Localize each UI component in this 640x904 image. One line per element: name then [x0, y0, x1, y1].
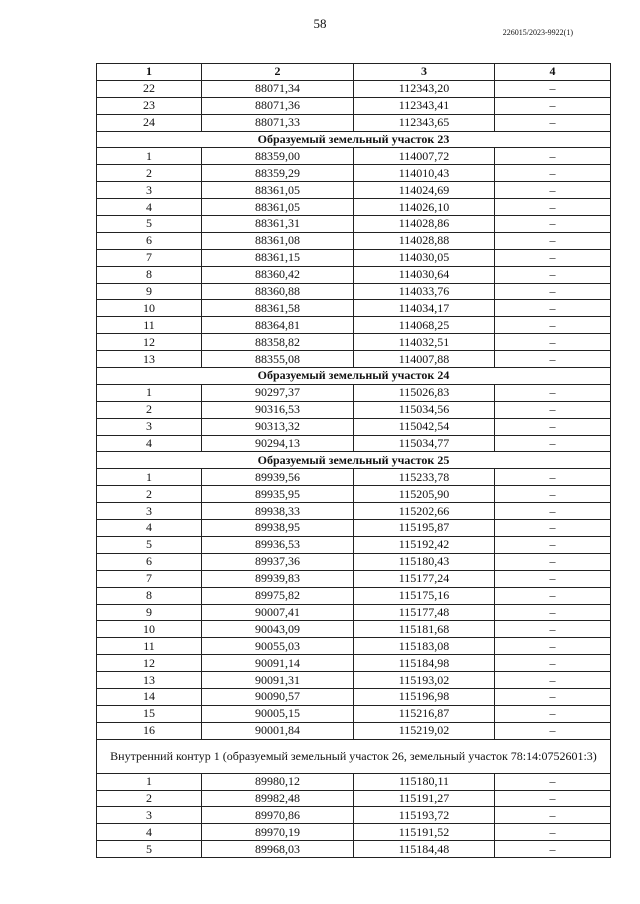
x-coordinate-cell: 90297,37 [202, 384, 354, 401]
note-cell: – [495, 266, 611, 283]
x-coordinate-cell: 88361,31 [202, 216, 354, 233]
note-cell: – [495, 300, 611, 317]
y-coordinate-cell: 115175,16 [354, 587, 495, 604]
x-coordinate-cell: 89938,33 [202, 503, 354, 520]
table-row [97, 553, 611, 570]
y-coordinate-cell: 115219,02 [354, 722, 495, 739]
point-number-cell: 16 [97, 722, 202, 739]
table-row [97, 536, 611, 553]
point-number-cell: 6 [97, 232, 202, 249]
x-coordinate-cell: 88360,88 [202, 283, 354, 300]
note-cell: – [495, 638, 611, 655]
x-coordinate-cell: 90313,32 [202, 418, 354, 435]
note-cell: – [495, 536, 611, 553]
x-coordinate-cell: 88358,82 [202, 334, 354, 351]
point-number-cell: 22 [97, 80, 202, 97]
note-cell: – [495, 351, 611, 368]
note-cell: – [495, 790, 611, 807]
point-number-cell: 2 [97, 790, 202, 807]
y-coordinate-cell: 114028,86 [354, 216, 495, 233]
note-cell: – [495, 469, 611, 486]
table-row [97, 80, 611, 97]
table-row [97, 317, 611, 334]
y-coordinate-cell: 114033,76 [354, 283, 495, 300]
point-number-cell: 1 [97, 148, 202, 165]
point-number-cell: 2 [97, 401, 202, 418]
y-coordinate-cell: 115196,98 [354, 688, 495, 705]
y-coordinate-cell: 112343,20 [354, 80, 495, 97]
y-coordinate-cell: 115042,54 [354, 418, 495, 435]
point-number-cell: 4 [97, 824, 202, 841]
table-row [97, 722, 611, 739]
note-cell: – [495, 486, 611, 503]
coordinates-table-body [97, 64, 611, 858]
table-row [97, 587, 611, 604]
table-row [97, 216, 611, 233]
point-number-cell: 8 [97, 587, 202, 604]
x-coordinate-cell: 88359,00 [202, 148, 354, 165]
point-number-cell: 10 [97, 300, 202, 317]
point-number-cell: 5 [97, 216, 202, 233]
note-cell: – [495, 520, 611, 537]
x-coordinate-cell: 90055,03 [202, 638, 354, 655]
point-number-cell: 4 [97, 435, 202, 452]
inner-contour-heading-row [97, 739, 611, 773]
note-cell: – [495, 216, 611, 233]
note-cell: – [495, 148, 611, 165]
point-number-cell: 24 [97, 114, 202, 131]
x-coordinate-cell: 90316,53 [202, 401, 354, 418]
table-row [97, 199, 611, 216]
table-row [97, 773, 611, 790]
table-row [97, 621, 611, 638]
point-number-cell: 7 [97, 249, 202, 266]
note-cell: – [495, 401, 611, 418]
x-coordinate-cell: 88361,15 [202, 249, 354, 266]
y-coordinate-cell: 114030,64 [354, 266, 495, 283]
header-cell-x: 2 [202, 64, 354, 81]
y-coordinate-cell: 115216,87 [354, 705, 495, 722]
x-coordinate-cell: 89980,12 [202, 773, 354, 790]
table-row [97, 790, 611, 807]
section-heading-row [97, 452, 611, 469]
x-coordinate-cell: 88071,34 [202, 80, 354, 97]
y-coordinate-cell: 115195,87 [354, 520, 495, 537]
point-number-cell: 13 [97, 351, 202, 368]
note-cell: – [495, 435, 611, 452]
y-coordinate-cell: 115180,43 [354, 553, 495, 570]
note-cell: – [495, 807, 611, 824]
x-coordinate-cell: 90090,57 [202, 688, 354, 705]
table-row [97, 249, 611, 266]
table-row [97, 604, 611, 621]
x-coordinate-cell: 90001,84 [202, 722, 354, 739]
point-number-cell: 2 [97, 486, 202, 503]
x-coordinate-cell: 88071,36 [202, 97, 354, 114]
x-coordinate-cell: 89970,19 [202, 824, 354, 841]
y-coordinate-cell: 114032,51 [354, 334, 495, 351]
x-coordinate-cell: 88361,08 [202, 232, 354, 249]
y-coordinate-cell: 115191,27 [354, 790, 495, 807]
note-cell: – [495, 570, 611, 587]
y-coordinate-cell: 115184,98 [354, 655, 495, 672]
point-number-cell: 14 [97, 688, 202, 705]
table-row [97, 638, 611, 655]
x-coordinate-cell: 88361,05 [202, 199, 354, 216]
table-row [97, 182, 611, 199]
note-cell: – [495, 232, 611, 249]
inner-contour-heading: Внутренний контур 1 (образуемый земельный участок 26, земельный участок 78:14:0752601:3) [97, 739, 611, 773]
table-header-row [97, 64, 611, 81]
y-coordinate-cell: 115193,02 [354, 672, 495, 689]
y-coordinate-cell: 115180,11 [354, 773, 495, 790]
x-coordinate-cell: 88355,08 [202, 351, 354, 368]
y-coordinate-cell: 114030,05 [354, 249, 495, 266]
x-coordinate-cell: 90007,41 [202, 604, 354, 621]
point-number-cell: 1 [97, 384, 202, 401]
table-row [97, 435, 611, 452]
point-number-cell: 6 [97, 553, 202, 570]
note-cell: – [495, 503, 611, 520]
table-row [97, 384, 611, 401]
table-row [97, 570, 611, 587]
point-number-cell: 23 [97, 97, 202, 114]
x-coordinate-cell: 89937,36 [202, 553, 354, 570]
point-number-cell: 12 [97, 334, 202, 351]
note-cell: – [495, 655, 611, 672]
y-coordinate-cell: 115034,77 [354, 435, 495, 452]
x-coordinate-cell: 88360,42 [202, 266, 354, 283]
document-code: 226015/2023-9922(1) [502, 28, 573, 37]
x-coordinate-cell: 89939,83 [202, 570, 354, 587]
y-coordinate-cell: 114007,88 [354, 351, 495, 368]
point-number-cell: 9 [97, 604, 202, 621]
note-cell: – [495, 97, 611, 114]
note-cell: – [495, 199, 611, 216]
table-row [97, 688, 611, 705]
page-number: 58 [313, 16, 327, 31]
y-coordinate-cell: 114010,43 [354, 165, 495, 182]
point-number-cell: 10 [97, 621, 202, 638]
y-coordinate-cell: 114007,72 [354, 148, 495, 165]
note-cell: – [495, 418, 611, 435]
header-cell-point-number: 1 [97, 64, 202, 81]
x-coordinate-cell: 89936,53 [202, 536, 354, 553]
table-row [97, 469, 611, 486]
x-coordinate-cell: 90043,09 [202, 621, 354, 638]
point-number-cell: 1 [97, 469, 202, 486]
x-coordinate-cell: 89939,56 [202, 469, 354, 486]
note-cell: – [495, 824, 611, 841]
x-coordinate-cell: 88364,81 [202, 317, 354, 334]
y-coordinate-cell: 115177,48 [354, 604, 495, 621]
table-row [97, 114, 611, 131]
x-coordinate-cell: 88359,29 [202, 165, 354, 182]
note-cell: – [495, 604, 611, 621]
table-row [97, 283, 611, 300]
note-cell: – [495, 249, 611, 266]
x-coordinate-cell: 88361,05 [202, 182, 354, 199]
point-number-cell: 8 [97, 266, 202, 283]
note-cell: – [495, 553, 611, 570]
section-heading: Образуемый земельный участок 25 [97, 452, 611, 469]
y-coordinate-cell: 115202,66 [354, 503, 495, 520]
y-coordinate-cell: 115034,56 [354, 401, 495, 418]
y-coordinate-cell: 114068,25 [354, 317, 495, 334]
point-number-cell: 15 [97, 705, 202, 722]
note-cell: – [495, 317, 611, 334]
table-row [97, 165, 611, 182]
section-heading: Образуемый земельный участок 23 [97, 131, 611, 148]
point-number-cell: 3 [97, 418, 202, 435]
y-coordinate-cell: 114028,88 [354, 232, 495, 249]
table-row [97, 655, 611, 672]
note-cell: – [495, 773, 611, 790]
point-number-cell: 1 [97, 773, 202, 790]
y-coordinate-cell: 115193,72 [354, 807, 495, 824]
note-cell: – [495, 182, 611, 199]
note-cell: – [495, 384, 611, 401]
note-cell: – [495, 722, 611, 739]
table-row [97, 418, 611, 435]
x-coordinate-cell: 90091,31 [202, 672, 354, 689]
table-row [97, 824, 611, 841]
note-cell: – [495, 114, 611, 131]
x-coordinate-cell: 89970,86 [202, 807, 354, 824]
note-cell: – [495, 841, 611, 858]
point-number-cell: 7 [97, 570, 202, 587]
table-row [97, 807, 611, 824]
section-heading-row [97, 368, 611, 385]
note-cell: – [495, 334, 611, 351]
x-coordinate-cell: 89935,95 [202, 486, 354, 503]
table-row [97, 97, 611, 114]
note-cell: – [495, 587, 611, 604]
y-coordinate-cell: 115183,08 [354, 638, 495, 655]
table-row [97, 401, 611, 418]
x-coordinate-cell: 88071,33 [202, 114, 354, 131]
point-number-cell: 4 [97, 520, 202, 537]
y-coordinate-cell: 115184,48 [354, 841, 495, 858]
x-coordinate-cell: 89938,95 [202, 520, 354, 537]
note-cell: – [495, 705, 611, 722]
x-coordinate-cell: 89968,03 [202, 841, 354, 858]
coordinates-table [96, 63, 611, 858]
note-cell: – [495, 621, 611, 638]
table-row [97, 503, 611, 520]
point-number-cell: 12 [97, 655, 202, 672]
y-coordinate-cell: 114024,69 [354, 182, 495, 199]
y-coordinate-cell: 115181,68 [354, 621, 495, 638]
point-number-cell: 3 [97, 503, 202, 520]
y-coordinate-cell: 114026,10 [354, 199, 495, 216]
point-number-cell: 9 [97, 283, 202, 300]
point-number-cell: 5 [97, 536, 202, 553]
note-cell: – [495, 688, 611, 705]
y-coordinate-cell: 115205,90 [354, 486, 495, 503]
y-coordinate-cell: 115026,83 [354, 384, 495, 401]
table-row [97, 148, 611, 165]
header-cell-y: 3 [354, 64, 495, 81]
point-number-cell: 3 [97, 182, 202, 199]
section-heading-row [97, 131, 611, 148]
x-coordinate-cell: 90005,15 [202, 705, 354, 722]
section-heading: Образуемый земельный участок 24 [97, 368, 611, 385]
x-coordinate-cell: 89975,82 [202, 587, 354, 604]
note-cell: – [495, 672, 611, 689]
point-number-cell: 13 [97, 672, 202, 689]
note-cell: – [495, 80, 611, 97]
table-row [97, 672, 611, 689]
point-number-cell: 2 [97, 165, 202, 182]
y-coordinate-cell: 112343,41 [354, 97, 495, 114]
x-coordinate-cell: 89982,48 [202, 790, 354, 807]
note-cell: – [495, 165, 611, 182]
point-number-cell: 11 [97, 638, 202, 655]
note-cell: – [495, 283, 611, 300]
table-row [97, 520, 611, 537]
x-coordinate-cell: 90091,14 [202, 655, 354, 672]
point-number-cell: 11 [97, 317, 202, 334]
table-row [97, 232, 611, 249]
y-coordinate-cell: 115191,52 [354, 824, 495, 841]
x-coordinate-cell: 88361,58 [202, 300, 354, 317]
table-row [97, 334, 611, 351]
table-row [97, 351, 611, 368]
table-row [97, 300, 611, 317]
x-coordinate-cell: 90294,13 [202, 435, 354, 452]
y-coordinate-cell: 114034,17 [354, 300, 495, 317]
y-coordinate-cell: 115177,24 [354, 570, 495, 587]
table-row [97, 841, 611, 858]
table-row [97, 486, 611, 503]
y-coordinate-cell: 112343,65 [354, 114, 495, 131]
point-number-cell: 3 [97, 807, 202, 824]
header-cell-note: 4 [495, 64, 611, 81]
point-number-cell: 5 [97, 841, 202, 858]
y-coordinate-cell: 115233,78 [354, 469, 495, 486]
y-coordinate-cell: 115192,42 [354, 536, 495, 553]
table-row [97, 705, 611, 722]
point-number-cell: 4 [97, 199, 202, 216]
table-row [97, 266, 611, 283]
